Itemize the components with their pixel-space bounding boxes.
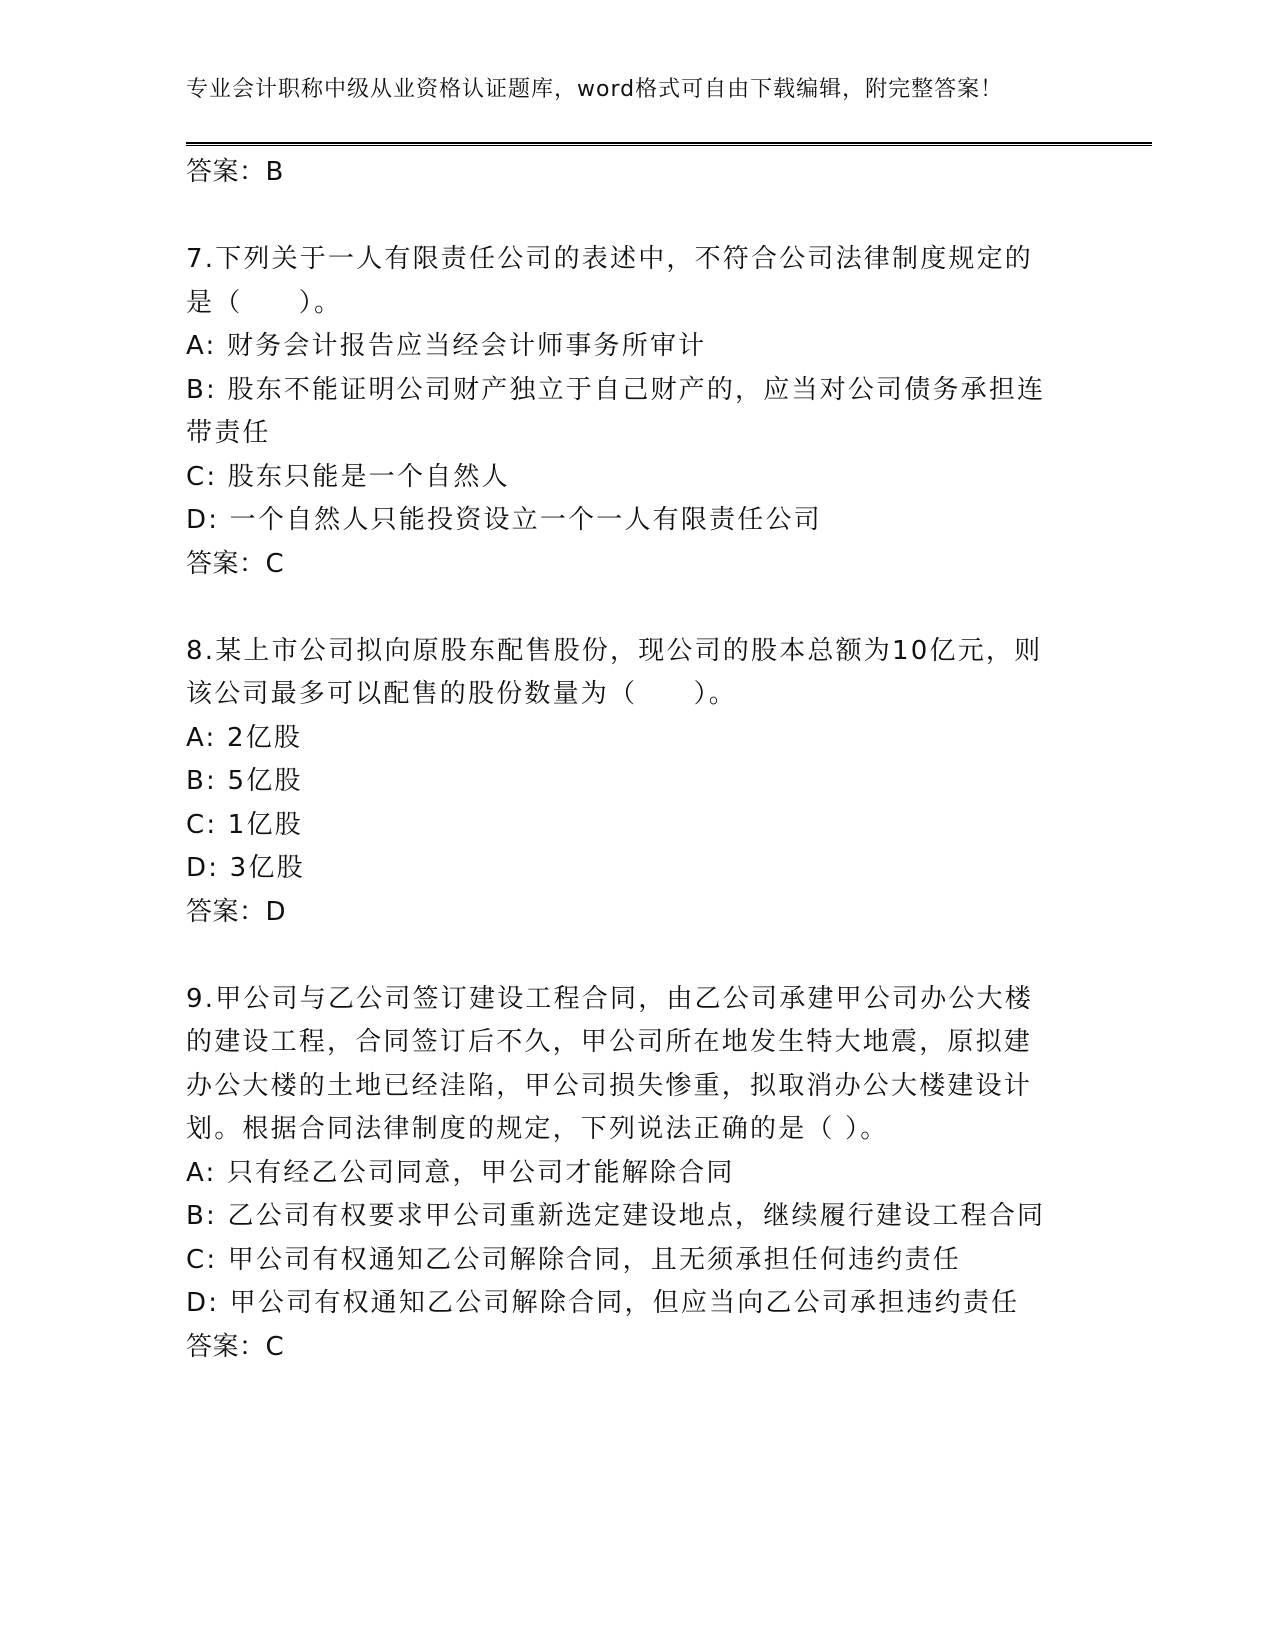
header-divider xyxy=(186,142,1152,146)
question-9-answer: 答案：C xyxy=(186,1332,285,1362)
question-7-option-b: B: 股东不能证明公司财产独立于自己财产的，应当对公司债务承担连 xyxy=(186,375,1046,405)
question-8-option-b: B: 5亿股 xyxy=(186,766,303,796)
previous-answer: 答案：B xyxy=(186,157,284,187)
question-7-option-c: C: 股东只能是一个自然人 xyxy=(186,462,510,492)
question-7-option-d: D: 一个自然人只能投资设立一个一人有限责任公司 xyxy=(186,505,822,535)
question-8-answer: 答案：D xyxy=(186,897,287,927)
question-7-answer: 答案：C xyxy=(186,549,285,579)
question-9-option-b: B: 乙公司有权要求甲公司重新选定建设地点，继续履行建设工程合同 xyxy=(186,1201,1046,1231)
question-7-option-b-continued: 带责任 xyxy=(186,418,271,448)
page-header: 专业会计职称中级从业资格认证题库，word格式可自由下载编辑，附完整答案！ xyxy=(186,77,1004,102)
question-8-option-a: A: 2亿股 xyxy=(186,723,303,753)
question-8-stem-line-1: 8.某上市公司拟向原股东配售股份，现公司的股本总额为10亿元，则 xyxy=(186,636,1043,666)
question-8-option-d: D: 3亿股 xyxy=(186,853,305,883)
question-9-option-c: C: 甲公司有权通知乙公司解除合同，且无须承担任何违约责任 xyxy=(186,1245,961,1275)
question-7-option-a: A: 财务会计报告应当经会计师事务所审计 xyxy=(186,331,707,361)
question-9-stem-line-1: 9.甲公司与乙公司签订建设工程合同，由乙公司承建甲公司办公大楼 xyxy=(186,984,1034,1014)
question-9-stem-line-3: 办公大楼的土地已经洼陷，甲公司损失惨重，拟取消办公大楼建设计 xyxy=(186,1071,1033,1101)
question-9-stem-line-4: 划。根据合同法律制度的规定，下列说法正确的是（ ）。 xyxy=(186,1114,889,1144)
question-8-option-c: C: 1亿股 xyxy=(186,810,303,840)
question-7-stem-line-2: 是（ ）。 xyxy=(186,288,343,318)
question-9-option-d: D: 甲公司有权通知乙公司解除合同，但应当向乙公司承担违约责任 xyxy=(186,1288,1020,1318)
question-7-stem-line-1: 7.下列关于一人有限责任公司的表述中，不符合公司法律制度规定的 xyxy=(186,244,1034,274)
question-9-stem-line-2: 的建设工程，合同签订后不久，甲公司所在地发生特大地震，原拟建 xyxy=(186,1027,1033,1057)
question-9-option-a: A: 只有经乙公司同意，甲公司才能解除合同 xyxy=(186,1158,735,1188)
question-8-stem-line-2: 该公司最多可以配售的股份数量为（ ）。 xyxy=(186,679,738,709)
